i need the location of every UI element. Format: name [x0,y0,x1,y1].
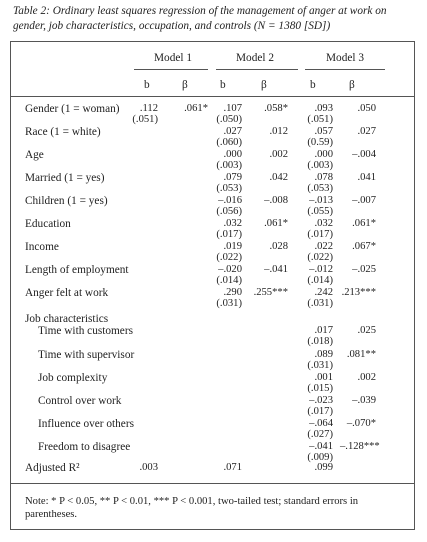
coef-beta-cell: –.128*** [340,441,380,452]
m2-beta-header: β [261,79,267,91]
coef-b-cell: .290 [223,287,242,298]
coef-beta-cell: .025 [357,325,376,336]
coef-beta-cell: .028 [269,241,288,252]
coef-beta-cell: –.070* [346,418,376,429]
job-row-label: Influence over others [38,418,134,430]
std-error-cell: (.031) [307,360,333,371]
m3-b-header: b [310,79,316,91]
coef-beta-cell: .061* [352,218,376,229]
coef-beta-cell: .027 [357,126,376,137]
row-label: Age [25,149,44,161]
coef-beta-cell: –.025 [352,264,376,275]
m1-beta-header: β [182,79,188,91]
coef-b-cell: .022 [314,241,333,252]
adjusted-r2-m3: .099 [314,462,333,473]
coef-beta-cell: –.008 [264,195,288,206]
coef-beta-cell: .002 [357,372,376,383]
coef-beta-cell: –.041 [264,264,288,275]
coef-b-cell: .107 [223,103,242,114]
coef-beta-cell: .067* [352,241,376,252]
model-2-underline [216,69,298,70]
table-caption: Table 2: Ordinary least squares regression of the management of anger at work on gender, job characteristics, occupation, and controls (N = 1380 [SD]) [13,5,387,32]
std-error-cell: (.053) [216,183,242,194]
coef-b-cell: .078 [314,172,333,183]
coef-b-cell: .057 [314,126,333,137]
m2-b-header: b [220,79,226,91]
std-error-cell: (.018) [307,336,333,347]
coef-b-cell: –.020 [218,264,242,275]
table-note: Note: * P < 0.05, ** P < 0.01, *** P < 0.001, two-tailed test; standard errors in parentheses. [25,496,359,520]
job-row-label: Time with customers [38,325,133,337]
std-error-cell: (.056) [216,206,242,217]
std-error-cell: (.051) [307,114,333,125]
coef-beta-cell: .042 [269,172,288,183]
model-2-header: Model 2 [236,52,274,64]
coef-b-cell: .079 [223,172,242,183]
coef-b-cell: .027 [223,126,242,137]
std-error-cell: (.014) [216,275,242,286]
row-label: Race (1 = white) [25,126,101,138]
model-1-underline [134,69,208,70]
section-label: Job characteristics [25,313,109,325]
coef-beta-cell: .255*** [253,287,288,298]
std-error-cell: (.003) [216,160,242,171]
adjusted-r2-m1: .003 [139,462,158,473]
coef-b-cell: .032 [314,218,333,229]
coef-b-cell: .000 [223,149,242,160]
header-rule [10,96,415,97]
coef-beta-cell: .050 [357,103,376,114]
coef-beta-cell: .061* [264,218,288,229]
std-error-cell: (.015) [307,383,333,394]
row-label: Children (1 = yes) [25,195,108,207]
coef-b-cell: .089 [314,349,333,360]
coef-beta-cell: .002 [269,149,288,160]
row-label: Education [25,218,71,230]
std-error-cell: (.060) [216,137,242,148]
std-error-cell: (.053) [307,183,333,194]
m1-b-header: b [144,79,150,91]
job-row-label: Freedom to disagree [38,441,131,453]
adjusted-r2-label: Adjusted R² [25,462,80,474]
coef-b-cell: –.041 [309,441,333,452]
std-error-cell: (.009) [307,452,333,463]
coef-beta-cell: .081** [346,349,376,360]
std-error-cell: (.022) [216,252,242,263]
coef-beta-cell: .041 [357,172,376,183]
row-label: Gender (1 = woman) [25,103,120,115]
row-label: Income [25,241,59,253]
coef-b-cell: –.012 [309,264,333,275]
m3-beta-header: β [349,79,355,91]
coef-beta-cell: .058* [264,103,288,114]
coef-b-cell: .019 [223,241,242,252]
model-1-header: Model 1 [154,52,192,64]
coef-beta-cell: .012 [269,126,288,137]
job-row-label: Time with supervisor [38,349,135,361]
coef-b-cell: .032 [223,218,242,229]
std-error-cell: (0.59) [307,137,333,148]
std-error-cell: (.017) [307,229,333,240]
coef-b-cell: .000 [314,149,333,160]
std-error-cell: (.017) [307,406,333,417]
row-label: Married (1 = yes) [25,172,105,184]
std-error-cell: (.050) [216,114,242,125]
coef-beta-cell: –.039 [352,395,376,406]
coef-b-cell: –.013 [309,195,333,206]
note-rule [10,483,415,484]
std-error-cell: (.031) [307,298,333,309]
std-error-cell: (.051) [132,114,158,125]
coef-beta-cell: .061* [184,103,208,114]
coef-b-cell: .001 [314,372,333,383]
coef-beta-cell: .213*** [341,287,376,298]
std-error-cell: (.022) [307,252,333,263]
job-row-label: Control over work [38,395,122,407]
coef-b-cell: .093 [314,103,333,114]
coef-beta-cell: –.007 [352,195,376,206]
std-error-cell: (.027) [307,429,333,440]
coef-b-cell: –.064 [309,418,333,429]
adjusted-r2-m2: .071 [223,462,242,473]
row-label: Anger felt at work [25,287,109,299]
job-row-label: Job complexity [38,372,108,384]
std-error-cell: (.014) [307,275,333,286]
coef-b-cell: –.023 [309,395,333,406]
std-error-cell: (.017) [216,229,242,240]
row-label: Length of employment [25,264,129,276]
std-error-cell: (.031) [216,298,242,309]
coef-b-cell: .242 [314,287,333,298]
model-3-underline [305,69,385,70]
coef-b-cell: .017 [314,325,333,336]
model-3-header: Model 3 [326,52,364,64]
coef-beta-cell: –.004 [352,149,376,160]
std-error-cell: (.003) [307,160,333,171]
coef-b-cell: –.016 [218,195,242,206]
coef-b-cell: .112 [139,103,158,114]
std-error-cell: (.055) [307,206,333,217]
